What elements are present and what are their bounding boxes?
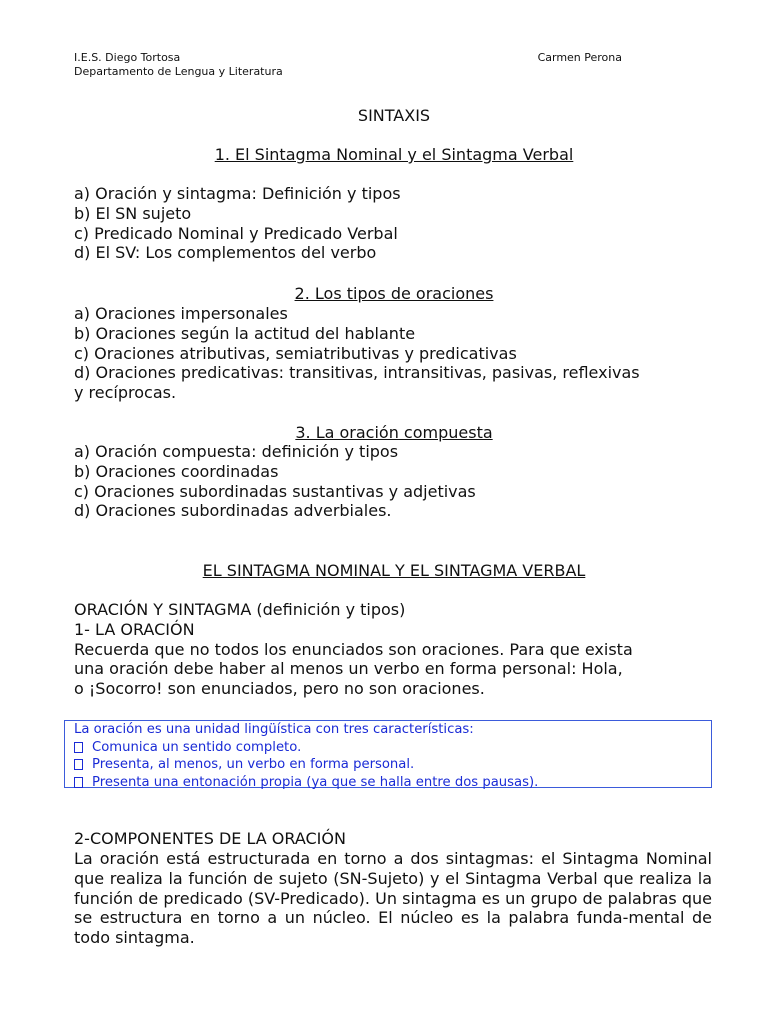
list-item: a) Oración y sintagma: Definición y tipos [74,184,401,203]
part1-subtitle: ORACIÓN Y SINTAGMA (definición y tipos) [74,600,406,619]
list-item: d) Oraciones predicativas: transitivas, intransitivas, pasivas, reflexivas [74,363,640,383]
box-item [74,756,711,774]
box-item [74,774,711,792]
page-header [74,51,622,79]
document-title: SINTAXIS [357,106,431,125]
paragraph-line: Recuerda que no todos los enunciados son oraciones. Para que exista [74,639,633,659]
part2-paragraph: La oración está estructurada en torno a dos sintagmas: el Sintagma Nominal que realiza la función de sujeto (SN-Sujeto) y el Sintagma Verbal que realiza la función de predicado (SV-Predicado). Un sintagma es un grupo de palabras que se estructura en torno a un núcleo. El núcleo es la palabra funda-mental de todo sintagma. [74,849,712,948]
section2-heading-wrap [74,284,714,304]
school-name: I.E.S. Diego Tortosa [74,51,181,64]
section2-list [74,304,714,403]
paragraph-line: una oración debe haber al menos un verbo en forma personal: Hola, [74,659,623,679]
main-heading: EL SINTAGMA NOMINAL Y EL SINTAGMA VERBAL [202,561,586,580]
bullet-square-icon [74,777,83,788]
box-item [74,739,711,757]
list-item: b) Oraciones coordinadas [74,461,279,481]
list-item: a) Oraciones impersonales [74,304,288,323]
list-item: d) Oraciones subordinadas adverbiales. [74,501,392,521]
list-item: y recíprocas. [74,383,177,403]
list-item: a) Oración compuesta: definición y tipos [74,442,399,461]
section1-heading: 1. El Sintagma Nominal y el Sintagma Verbal [214,145,574,164]
list-item: d) El SV: Los complementos del verbo [74,243,377,263]
box-item-text: Presenta, al menos, un verbo en forma personal. [92,757,415,773]
list-item: b) El SN sujeto [74,203,192,223]
list-item: b) Oraciones según la actitud del hablante [74,323,416,343]
characteristics-box [64,720,712,788]
part2-heading: 2-COMPONENTES DE LA ORACIÓN [74,829,346,848]
bullet-square-icon [74,742,83,753]
part1-heading: 1- LA ORACIÓN [74,619,195,639]
department-name: Departamento de Lengua y Literatura [74,65,283,78]
list-item: c) Predicado Nominal y Predicado Verbal [74,223,398,243]
author-name: Carmen Perona [537,51,622,64]
box-item-text: Presenta una entonación propia (ya que se halla entre dos pausas). [92,774,539,790]
paragraph-line: o ¡Socorro! son enunciados, pero no son oraciones. [74,679,485,699]
list-item: c) Oraciones atributivas, semiatributivas y predicativas [74,343,517,363]
section1-list [74,184,714,263]
part1 [74,600,714,699]
main-heading-wrap [74,561,714,581]
list-item: c) Oraciones subordinadas sustantivas y adjetivas [74,481,476,501]
bullet-square-icon [74,759,83,770]
section2-heading: 2. Los tipos de oraciones [294,284,494,303]
section3-heading: 3. La oración compuesta [295,423,493,442]
section3-list [74,442,714,521]
box-item-text: Comunica un sentido completo. [92,739,302,755]
section3-heading-wrap [74,423,714,443]
box-intro: La oración es una unidad lingüística con tres características: [74,722,474,737]
section1-heading-wrap [74,145,714,165]
